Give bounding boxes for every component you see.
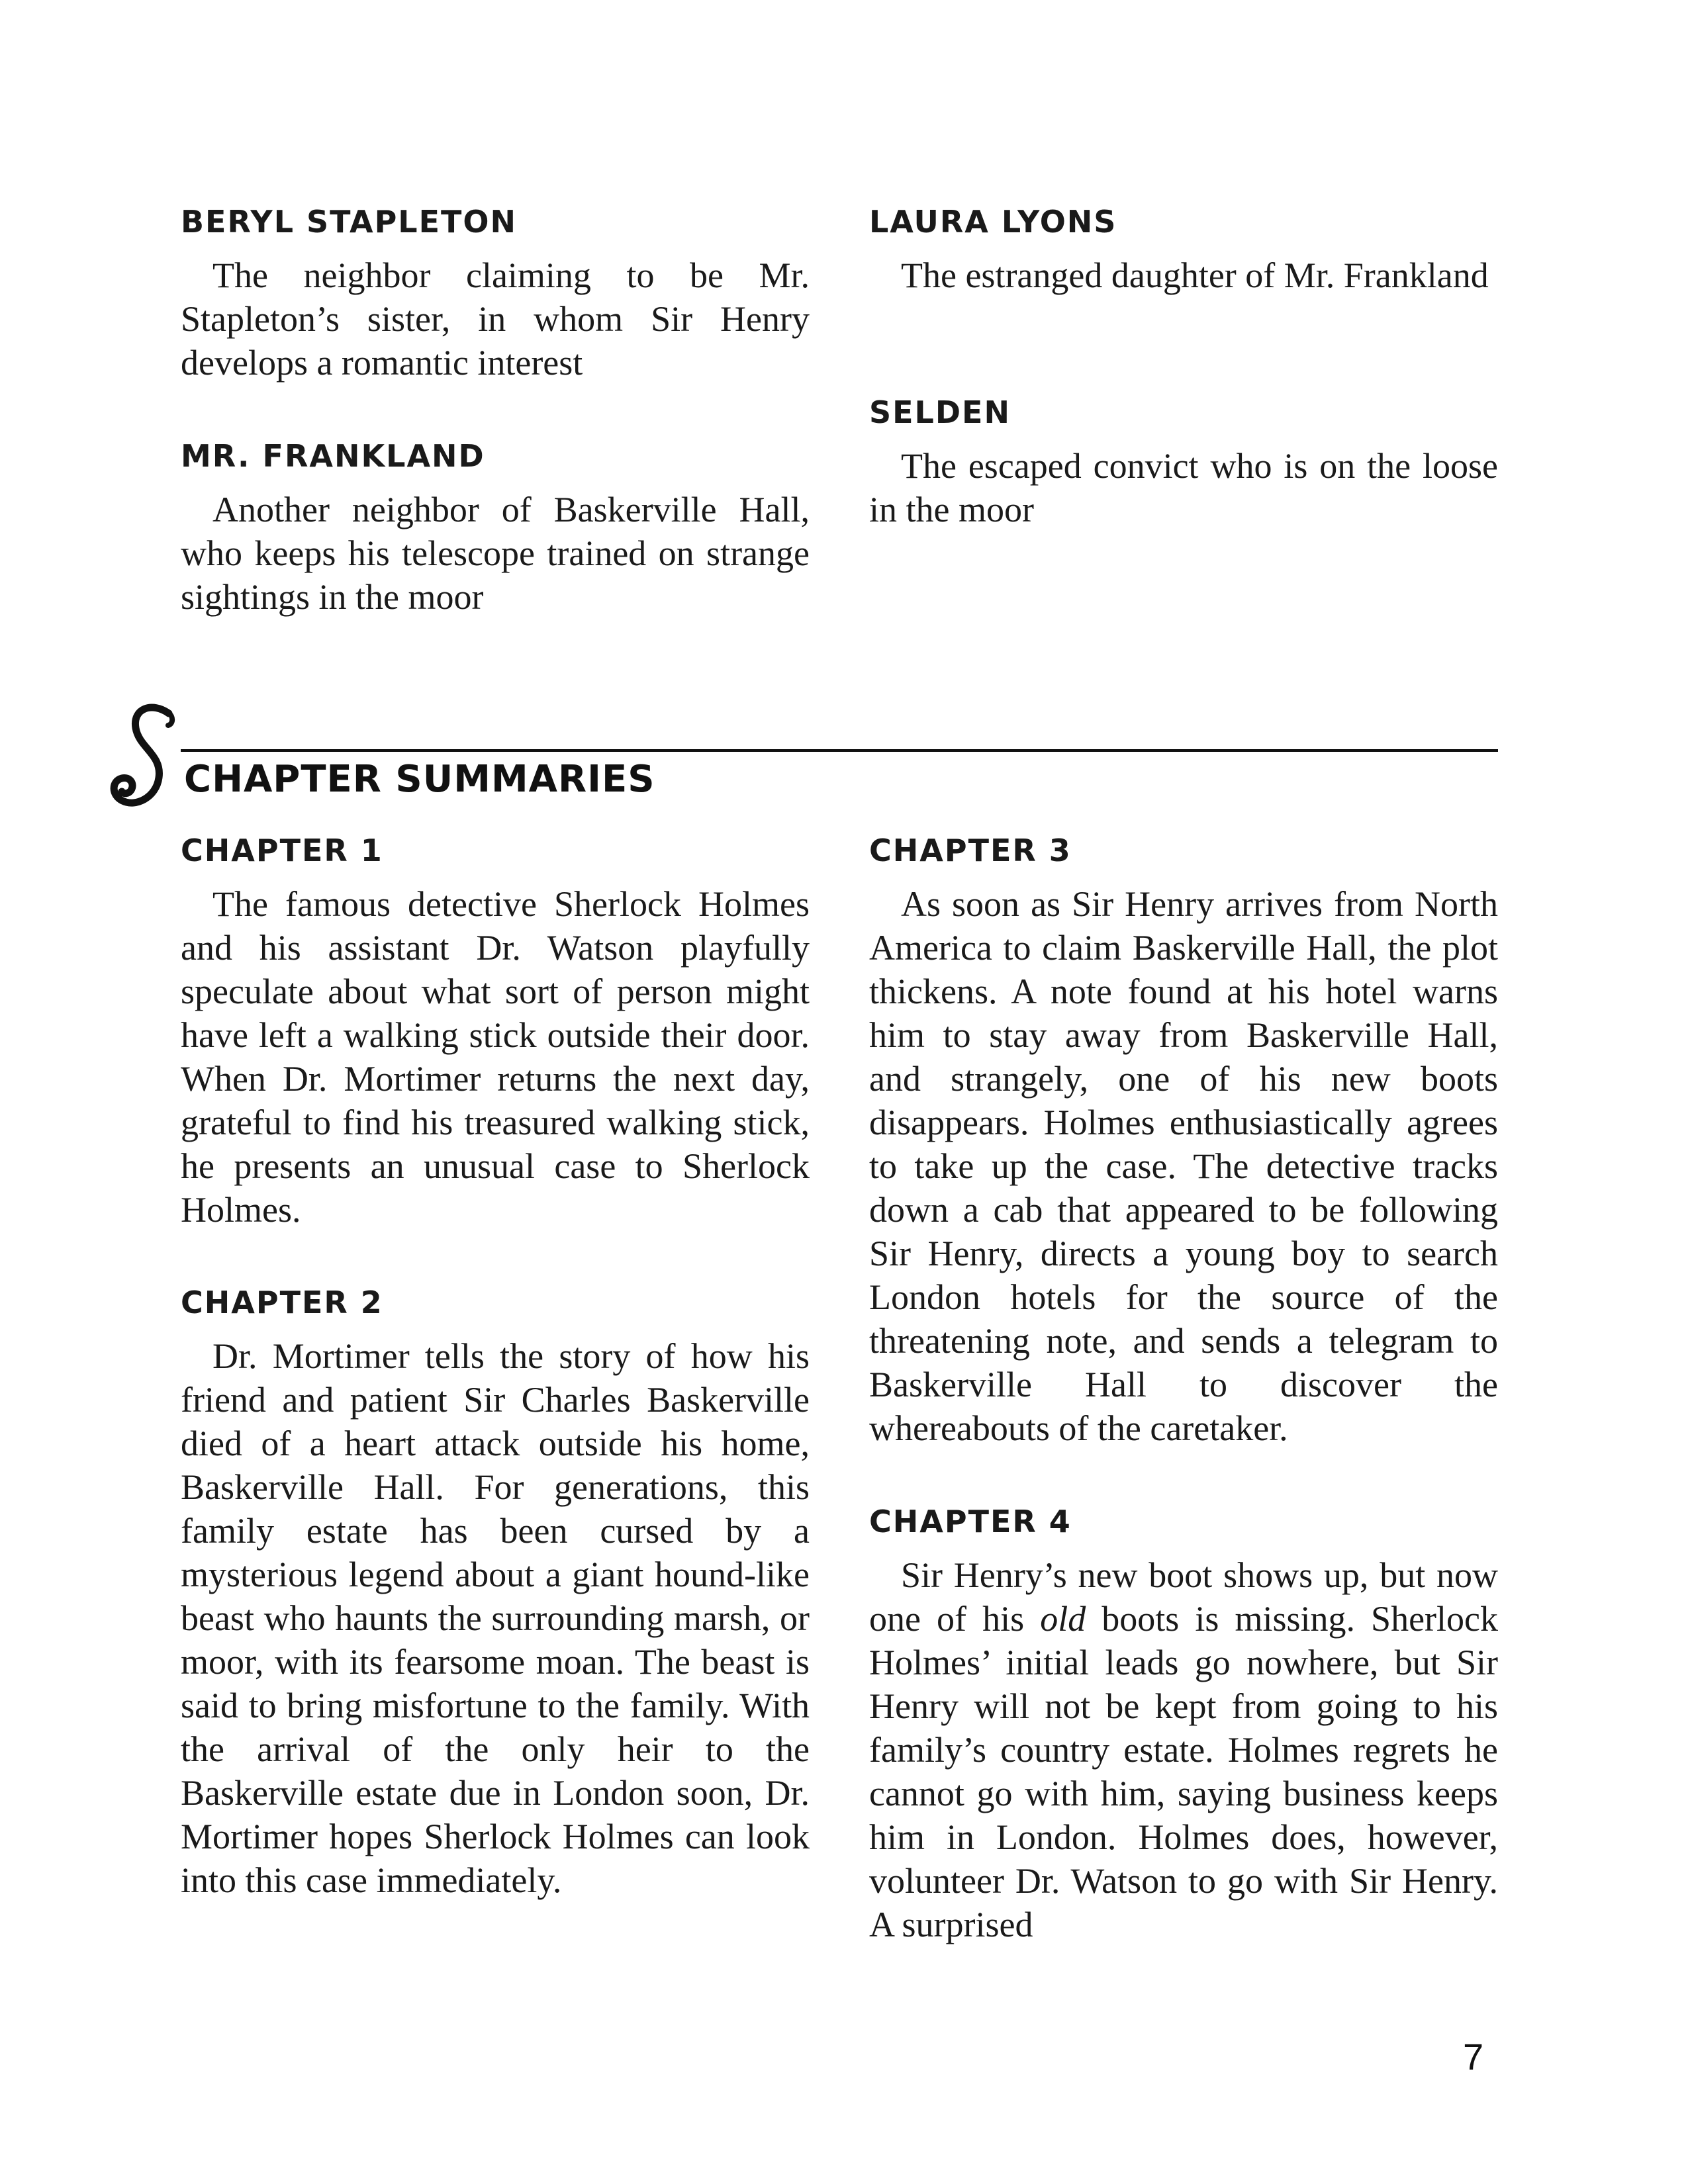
chapter-summary: The famous detective Sherlock Holmes and his assistant Dr. Watson playfully speculate about what sort of person might have left a walking stick outside their door. When Dr. Mortimer returns the next day, grateful to find his treasured walking stick, he presents an unusual case to Sherlock Holmes. xyxy=(181,884,810,1230)
character-entry-beryl xyxy=(181,206,810,385)
section-title: CHAPTER SUMMARIES xyxy=(184,758,655,801)
chapter-entry-1 xyxy=(181,835,810,1232)
chapter-heading: CHAPTER 1 xyxy=(181,833,383,868)
character-name: MR. FRANKLAND xyxy=(181,438,485,474)
summary-emphasis: old xyxy=(1040,1599,1086,1639)
section-divider xyxy=(181,749,1498,752)
character-description: The estranged daughter of Mr. Frankland xyxy=(901,255,1489,295)
chapter-entry-4 xyxy=(869,1506,1498,1946)
chapter-heading: CHAPTER 4 xyxy=(869,1504,1072,1539)
summary-text: Sir Henry’s new boot shows up, but now one of his xyxy=(869,1555,1498,1639)
character-description: The escaped convict who is on the loose in the moor xyxy=(869,446,1498,529)
character-entry-laura xyxy=(869,206,1498,297)
character-description: The neighbor claiming to be Mr. Stapleton’s sister, in whom Sir Henry develops a romantic interest xyxy=(181,255,810,383)
character-entry-selden xyxy=(869,394,1498,531)
character-name: SELDEN xyxy=(869,394,1011,430)
summary-text: boots is missing. Sherlock Holmes’ initial leads go nowhere, but Sir Henry will not be kept from going to his family’s country estate. Holmes regrets he cannot go with him, saying business keeps him in London. Holmes does, however, volunteer Dr. Watson to go with Sir Henry. A surprised xyxy=(869,1599,1499,1944)
character-description: Another neighbor of Baskerville Hall, who keeps his telescope trained on strange sightings in the moor xyxy=(181,490,810,617)
chapter-summary: As soon as Sir Henry arrives from North America to claim Baskerville Hall, the plot thickens. A note found at his hotel warns him to stay away from Baskerville Hall, and strangely, one of his new boots disappears. Holmes enthusiastically agrees to take up the case. The detective tracks down a cab that appeared to be following Sir Henry, directs a young boy to search London hotels for the source of the threatening note, and sends a telegram to Baskerville Hall to discover the whereabouts of the caretaker. xyxy=(869,884,1498,1448)
chapter-heading: CHAPTER 2 xyxy=(181,1285,383,1320)
chapter-summary xyxy=(869,1553,1498,1946)
chapter-heading: CHAPTER 3 xyxy=(869,833,1072,868)
chapter-entry-3 xyxy=(869,835,1498,1450)
character-entry-frankland xyxy=(181,438,810,619)
character-name: BERYL STAPLETON xyxy=(181,204,517,240)
page-number: 7 xyxy=(1463,2036,1484,2077)
chapter-entry-2 xyxy=(181,1287,810,1902)
section-ornament-icon xyxy=(106,702,179,814)
chapter-summary: Dr. Mortimer tells the story of how his friend and patient Sir Charles Baskerville died of a heart attack outside his home, Baskerville Hall. For generations, this family estate has been cursed by a mysterious legend about a giant hound-like beast who haunts the surrounding marsh, or moor, with its fearsome moan. The beast is said to bring misfortune to the family. With the arrival of the only heir to the Baskerville estate due in London soon, Dr. Mortimer hopes Sherlock Holmes can look into this case immediately. xyxy=(181,1336,810,1900)
character-name: LAURA LYONS xyxy=(869,204,1117,240)
